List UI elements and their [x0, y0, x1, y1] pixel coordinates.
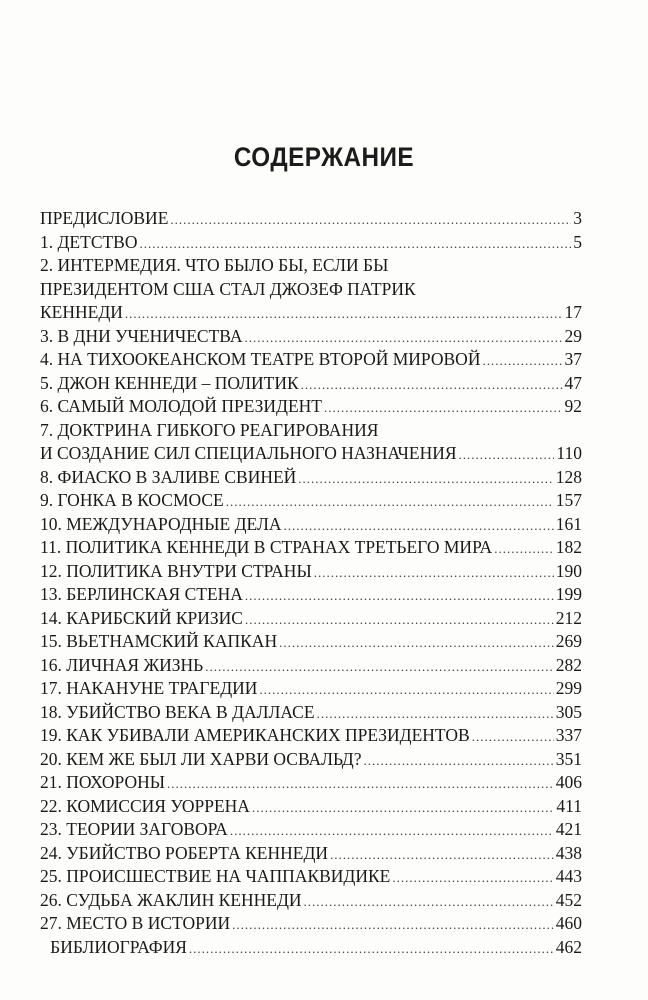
toc-page-number: 452	[555, 889, 582, 910]
toc-entry-title: 1. ДЕТСТВО	[40, 231, 138, 252]
dot-leader	[304, 890, 554, 914]
toc-page-number: 460	[555, 913, 582, 933]
toc-entry-line	[40, 536, 582, 560]
dot-leader	[392, 866, 553, 890]
dot-leader	[482, 349, 562, 373]
toc-entry-title: 17. НАКАНУНЕ ТРАГЕДИИ	[40, 678, 258, 698]
toc-entry-title: 11. ПОЛИТИКА КЕННЕДИ В СТРАНАХ ТРЕТЬЕГО МИРА	[40, 537, 493, 557]
toc-page-number: 212	[555, 607, 582, 628]
dot-leader	[298, 467, 553, 491]
toc-entry-title: БИБЛИОГРАФИЯ	[50, 936, 187, 957]
toc-entry-line	[40, 724, 582, 748]
toc-page-number: 5	[573, 231, 582, 252]
toc-entry-title: ПРЕДИСЛОВИЕ	[40, 208, 169, 228]
toc-entry-line	[40, 771, 582, 795]
toc-page-number: 462	[555, 936, 582, 957]
toc-entry-title: 9. ГОНКА В КОСМОСЕ	[40, 490, 224, 510]
toc-entry-title: И СОЗДАНИЕ СИЛ СПЕЦИАЛЬНОГО НАЗНАЧЕНИЯ	[40, 443, 457, 463]
toc-entry-title: 10. МЕЖДУНАРОДНЫЕ ДЕЛА	[40, 513, 282, 534]
toc-entry-title: 2. ИНТЕРМЕДИЯ. ЧТО БЫЛО БЫ, ЕСЛИ БЫ	[40, 255, 389, 275]
dot-leader	[230, 819, 554, 843]
toc-page-number: 182	[555, 537, 582, 557]
toc-entry-title: 14. КАРИБСКИЙ КРИЗИС	[40, 607, 243, 628]
toc-page-number: 92	[564, 396, 582, 416]
toc-entry-line	[40, 442, 582, 466]
dot-leader	[259, 678, 553, 702]
toc-page-number: 406	[555, 772, 582, 792]
toc-entry-line	[40, 278, 582, 302]
toc-entry-line	[40, 630, 582, 654]
toc-entry-line	[40, 583, 582, 607]
toc-entry-line	[40, 395, 582, 419]
toc-page-number: 47	[564, 372, 582, 393]
dot-leader	[324, 396, 563, 420]
toc-entry-line	[40, 372, 582, 396]
toc-entry-line	[40, 489, 582, 513]
toc-page-number: 305	[555, 701, 582, 722]
toc-page-number: 351	[555, 748, 582, 769]
toc-page-number: 37	[564, 349, 582, 369]
dot-leader	[245, 608, 554, 632]
toc-entry-line	[40, 560, 582, 584]
toc-entry-title: 16. ЛИЧНАЯ ЖИЗНЬ	[40, 654, 204, 675]
toc-page-number: 337	[555, 725, 582, 745]
page-title: СОДЕРЖАНИЕ	[233, 142, 415, 172]
toc-page-number: 190	[555, 560, 582, 581]
toc-entry-title: 19. КАК УБИВАЛИ АМЕРИКАНСКИХ ПРЕЗИДЕНТОВ	[40, 725, 470, 745]
dot-leader	[125, 302, 563, 326]
toc-entry-title: 15. ВЬЕТНАМСКИЙ КАПКАН	[40, 631, 278, 651]
toc-entry-line	[40, 912, 582, 936]
dot-leader	[232, 913, 554, 937]
toc-page-number: 269	[555, 631, 582, 651]
toc-page-number: 17	[564, 302, 582, 322]
toc-entry-line	[40, 607, 582, 631]
dot-leader	[245, 326, 563, 350]
toc-entry-line	[40, 795, 582, 819]
dot-leader	[140, 232, 572, 256]
toc-page-number: 282	[555, 654, 582, 675]
dot-leader	[226, 490, 554, 514]
toc-entry-title: 22. КОМИССИЯ УОРРЕНА	[40, 795, 250, 816]
dot-leader	[252, 796, 554, 820]
toc-entry-line	[40, 865, 582, 889]
toc-entry-title: 13. БЕРЛИНСКАЯ СТЕНА	[40, 584, 243, 604]
toc-entry-title: 24. УБИЙСТВО РОБЕРТА КЕННЕДИ	[40, 842, 329, 863]
toc-entry-line	[40, 466, 582, 490]
dot-leader	[167, 772, 554, 796]
toc-page-number: 29	[564, 325, 582, 346]
toc-entry-title: КЕННЕДИ	[40, 302, 123, 322]
toc-page-number: 157	[555, 490, 582, 510]
toc-entry-line	[40, 254, 582, 278]
toc-entry-title: 26. СУДЬБА ЖАКЛИН КЕННЕДИ	[40, 889, 302, 910]
toc-entry-title: 20. КЕМ ЖЕ БЫЛ ЛИ ХАРВИ ОСВАЛЬД?	[40, 748, 362, 769]
dot-leader	[279, 631, 554, 655]
dot-leader	[170, 208, 571, 232]
toc-entry-line	[40, 207, 582, 231]
toc-entry-line	[40, 889, 582, 913]
toc-entry-line	[40, 325, 582, 349]
toc-entry-line	[40, 348, 582, 372]
toc-entry-line	[40, 748, 582, 772]
dot-leader	[317, 702, 554, 726]
toc-page-number: 411	[556, 795, 582, 816]
toc-page-number: 199	[555, 584, 582, 604]
toc-entry-line	[40, 419, 582, 443]
table-of-contents	[40, 207, 582, 959]
toc-entry-title: 23. ТЕОРИИ ЗАГОВОРА	[40, 819, 228, 839]
dot-leader	[494, 537, 554, 561]
dot-leader	[459, 443, 555, 467]
toc-entry-line	[40, 842, 582, 866]
toc-page-number: 161	[555, 513, 582, 534]
toc-entry-line	[40, 936, 582, 960]
toc-entry-title: 8. ФИАСКО В ЗАЛИВЕ СВИНЕЙ	[40, 466, 297, 487]
dot-leader	[301, 373, 563, 397]
toc-page-number: 438	[555, 842, 582, 863]
toc-entry-line	[40, 701, 582, 725]
dot-leader	[245, 584, 554, 608]
dot-leader	[364, 749, 554, 773]
dot-leader	[472, 725, 554, 749]
toc-entry-line	[40, 818, 582, 842]
toc-page-number: 443	[555, 866, 582, 886]
toc-page-number: 3	[573, 208, 582, 228]
toc-entry-title: 5. ДЖОН КЕННЕДИ – ПОЛИТИК	[40, 372, 299, 393]
toc-entry-line	[40, 513, 582, 537]
toc-entry-title: 27. МЕСТО В ИСТОРИИ	[40, 913, 231, 933]
toc-entry-title: 18. УБИЙСТВО ВЕКА В ДАЛЛАСЕ	[40, 701, 315, 722]
toc-entry-title: ПРЕЗИДЕНТОМ США СТАЛ ДЖОЗЕФ ПАТРИК	[40, 278, 416, 299]
toc-entry-line	[40, 677, 582, 701]
dot-leader	[314, 561, 554, 585]
dot-leader	[284, 514, 554, 538]
toc-page-number: 110	[556, 443, 582, 463]
toc-entry-line	[40, 231, 582, 255]
dot-leader	[205, 655, 554, 679]
dot-leader	[330, 843, 554, 867]
toc-entry-title: 3. В ДНИ УЧЕНИЧЕСТВА	[40, 325, 243, 346]
toc-entry-title: 4. НА ТИХООКЕАНСКОМ ТЕАТРЕ ВТОРОЙ МИРОВОЙ	[40, 349, 481, 369]
toc-page-number: 128	[555, 466, 582, 487]
toc-entry-line	[40, 301, 582, 325]
toc-page-number: 421	[555, 819, 582, 839]
toc-entry-line	[40, 654, 582, 678]
toc-page-number: 299	[555, 678, 582, 698]
toc-entry-title: 25. ПРОИСШЕСТВИЕ НА ЧАППАКВИДИКЕ	[40, 866, 391, 886]
toc-entry-title: 6. САМЫЙ МОЛОДОЙ ПРЕЗИДЕНТ	[40, 396, 322, 416]
toc-entry-title: 21. ПОХОРОНЫ	[40, 772, 166, 792]
toc-entry-title: 7. ДОКТРИНА ГИБКОГО РЕАГИРОВАНИЯ	[40, 419, 379, 440]
dot-leader	[189, 937, 554, 961]
toc-entry-title: 12. ПОЛИТИКА ВНУТРИ СТРАНЫ	[40, 560, 312, 581]
